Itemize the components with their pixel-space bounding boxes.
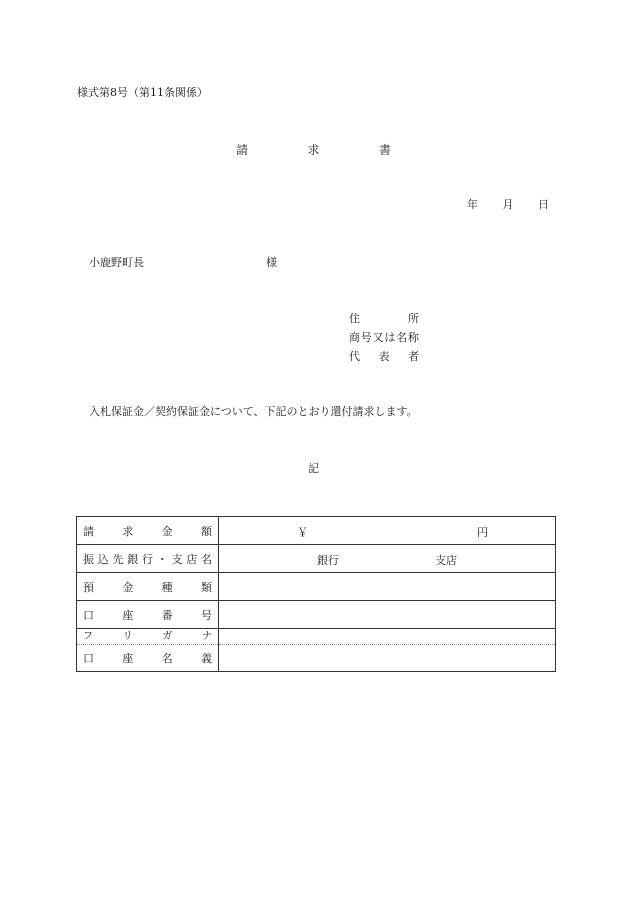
date-month: 月 — [502, 198, 514, 211]
furigana-label: フ リ ガ ナ — [77, 629, 219, 645]
account-number-label: 口 座 番 号 — [77, 601, 219, 629]
document-title — [236, 143, 391, 157]
yen-symbol: ￥ — [297, 525, 308, 539]
account-name-label: 口 座 名 義 — [77, 645, 219, 672]
bank-field[interactable] — [219, 545, 556, 573]
deposit-type-field[interactable] — [219, 573, 556, 601]
title-char: 請 — [236, 143, 249, 157]
table-row — [77, 601, 556, 629]
table-row — [77, 517, 556, 545]
account-number-field[interactable] — [219, 601, 556, 629]
deposit-type-label: 預 金 種 類 — [77, 573, 219, 601]
table-row — [77, 629, 556, 645]
amount-label: 請 求 金 額 — [77, 517, 219, 545]
table-row — [77, 573, 556, 601]
applicant-representative-label: 代 表 者 — [349, 350, 419, 363]
form-number: 様式第8号（第11条関係） — [77, 86, 208, 99]
title-char: 書 — [378, 143, 391, 157]
amount-field[interactable] — [219, 517, 556, 545]
request-table — [76, 516, 556, 672]
date-year: 年 — [467, 198, 478, 211]
honorific: 様 — [266, 256, 277, 269]
branch-suffix: 支店 — [435, 553, 457, 567]
table-row — [77, 645, 556, 672]
bank-label: 振 込 先 銀 行 ・ 支 店 名 — [77, 545, 219, 573]
en-unit: 円 — [477, 525, 488, 539]
body-text: 入札保証金／契約保証金について、下記のとおり還付請求します。 — [89, 405, 418, 418]
addressee: 小鹿野町長 — [89, 256, 144, 269]
applicant-address-label: 住 所 — [349, 312, 419, 325]
date-day: 日 — [538, 198, 549, 211]
bank-suffix: 銀行 — [317, 553, 339, 567]
ki-heading: 記 — [308, 462, 319, 475]
furigana-field[interactable] — [219, 629, 556, 645]
date-line — [467, 198, 549, 212]
applicant-name-label: 商 号 又 は 名 称 — [349, 331, 419, 344]
account-name-field[interactable] — [219, 645, 556, 672]
table-row — [77, 545, 556, 573]
title-char: 求 — [307, 143, 320, 157]
